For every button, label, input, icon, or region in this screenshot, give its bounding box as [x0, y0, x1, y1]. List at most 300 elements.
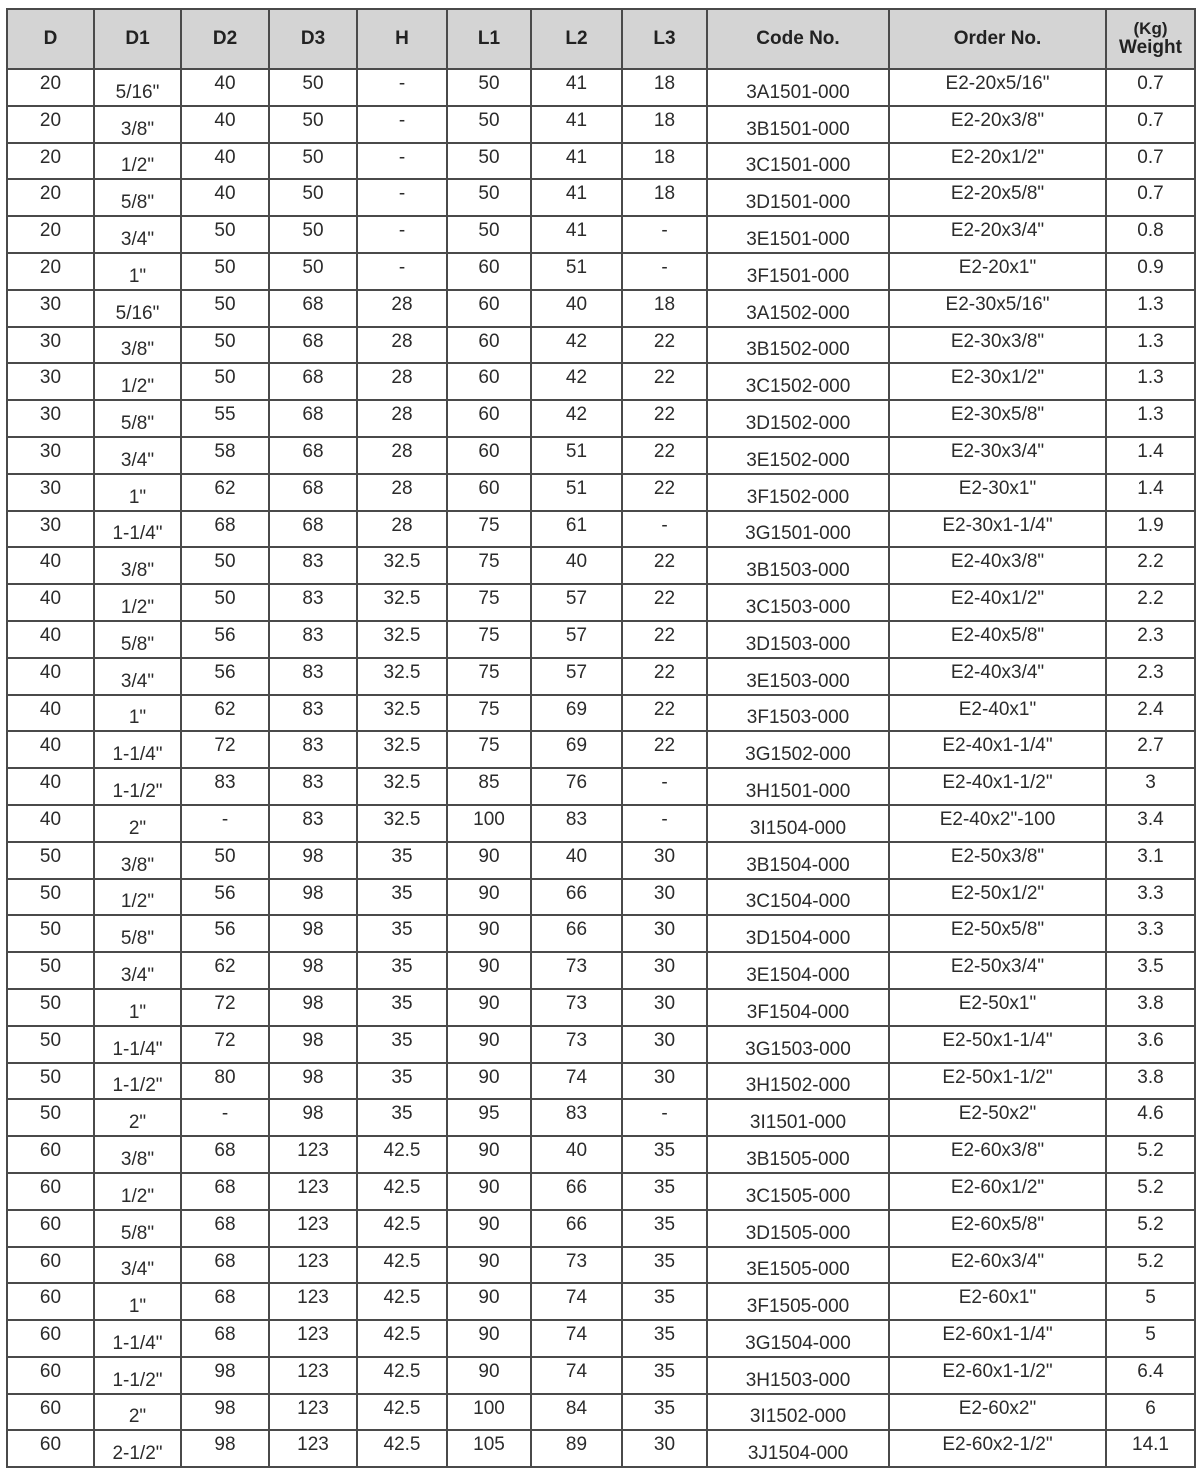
cell-d2: 56: [181, 658, 269, 695]
cell-l2: 83: [531, 805, 622, 842]
cell-l1: 90: [447, 1026, 531, 1063]
cell-d2: 83: [181, 768, 269, 805]
cell-d: 20: [7, 253, 94, 290]
cell-code-no: 3D1502-000: [707, 400, 889, 437]
cell-d3: 83: [269, 768, 357, 805]
cell-h: 32.5: [357, 695, 447, 732]
cell-code-no: 3B1502-000: [707, 327, 889, 364]
cell-d1: 5/8": [94, 179, 181, 216]
cell-d1: 1/2": [94, 1173, 181, 1210]
cell-d1: 1-1/4": [94, 1320, 181, 1357]
cell-d: 50: [7, 1099, 94, 1136]
cell-l3: 22: [622, 658, 707, 695]
cell-d2: -: [181, 1099, 269, 1136]
cell-d3: 50: [269, 253, 357, 290]
cell-d2: 68: [181, 1173, 269, 1210]
cell-h: 35: [357, 989, 447, 1026]
cell-h: -: [357, 69, 447, 106]
cell-l2: 73: [531, 1247, 622, 1284]
cell-d: 60: [7, 1283, 94, 1320]
cell-h: -: [357, 253, 447, 290]
weight-unit: (Kg): [1133, 19, 1168, 38]
cell-h: 35: [357, 879, 447, 916]
table-body: [7, 69, 1195, 1467]
table-row: [7, 1357, 1195, 1394]
cell-code-no: 3H1503-000: [707, 1357, 889, 1394]
cell-l2: 84: [531, 1394, 622, 1431]
cell-l2: 40: [531, 547, 622, 584]
cell-d2: 50: [181, 584, 269, 621]
cell-d3: 68: [269, 400, 357, 437]
cell-code-no: 3G1503-000: [707, 1026, 889, 1063]
table-row: [7, 658, 1195, 695]
cell-order-no: E2-40x1-1/2": [889, 768, 1106, 805]
cell-order-no: E2-50x1/2": [889, 879, 1106, 916]
cell-h: 28: [357, 327, 447, 364]
cell-order-no: E2-50x1-1/4": [889, 1026, 1106, 1063]
cell-order-no: E2-40x1-1/4": [889, 731, 1106, 768]
cell-order-no: E2-60x2-1/2": [889, 1430, 1106, 1467]
cell-l1: 90: [447, 989, 531, 1026]
cell-h: -: [357, 179, 447, 216]
cell-code-no: 3B1501-000: [707, 106, 889, 143]
cell-l1: 75: [447, 511, 531, 548]
cell-order-no: E2-30x5/16": [889, 290, 1106, 327]
cell-l1: 50: [447, 106, 531, 143]
cell-weight: 1.3: [1106, 363, 1195, 400]
table-row: [7, 253, 1195, 290]
cell-code-no: 3F1501-000: [707, 253, 889, 290]
cell-code-no: 3E1502-000: [707, 437, 889, 474]
cell-d: 60: [7, 1320, 94, 1357]
cell-d: 60: [7, 1394, 94, 1431]
cell-order-no: E2-40x1": [889, 695, 1106, 732]
cell-code-no: 3E1503-000: [707, 658, 889, 695]
cell-l2: 61: [531, 511, 622, 548]
cell-d1: 5/16": [94, 69, 181, 106]
cell-d: 30: [7, 474, 94, 511]
cell-l3: 22: [622, 695, 707, 732]
cell-d1: 2": [94, 1099, 181, 1136]
cell-code-no: 3F1504-000: [707, 989, 889, 1026]
cell-l1: 90: [447, 1210, 531, 1247]
cell-code-no: 3I1504-000: [707, 805, 889, 842]
cell-l3: 22: [622, 437, 707, 474]
cell-d3: 50: [269, 179, 357, 216]
cell-d2: 68: [181, 1320, 269, 1357]
cell-d: 50: [7, 989, 94, 1026]
cell-d: 40: [7, 658, 94, 695]
cell-d: 20: [7, 143, 94, 180]
cell-order-no: E2-20x3/4": [889, 216, 1106, 253]
cell-code-no: 3J1504-000: [707, 1430, 889, 1467]
cell-d: 30: [7, 437, 94, 474]
cell-d1: 3/4": [94, 1247, 181, 1284]
cell-d1: 1-1/2": [94, 768, 181, 805]
table-row: [7, 915, 1195, 952]
cell-d1: 3/4": [94, 952, 181, 989]
cell-l2: 69: [531, 695, 622, 732]
cell-l3: 30: [622, 915, 707, 952]
cell-code-no: 3B1503-000: [707, 547, 889, 584]
cell-l1: 75: [447, 547, 531, 584]
cell-d: 20: [7, 106, 94, 143]
cell-d: 30: [7, 400, 94, 437]
cell-weight: 6: [1106, 1394, 1195, 1431]
cell-d1: 5/8": [94, 915, 181, 952]
cell-l3: 30: [622, 1063, 707, 1100]
cell-code-no: 3G1501-000: [707, 511, 889, 548]
table-row: [7, 179, 1195, 216]
cell-h: 35: [357, 1063, 447, 1100]
cell-weight: 3.1: [1106, 842, 1195, 879]
cell-h: 42.5: [357, 1173, 447, 1210]
cell-l2: 51: [531, 474, 622, 511]
cell-l2: 83: [531, 1099, 622, 1136]
cell-order-no: E2-60x1": [889, 1283, 1106, 1320]
cell-l1: 60: [447, 290, 531, 327]
table-row: [7, 695, 1195, 732]
cell-weight: 2.2: [1106, 584, 1195, 621]
cell-l3: 18: [622, 290, 707, 327]
cell-d2: 68: [181, 1136, 269, 1173]
cell-l3: 30: [622, 1026, 707, 1063]
cell-d3: 68: [269, 363, 357, 400]
cell-d: 50: [7, 1026, 94, 1063]
header-d2: D2: [181, 9, 269, 69]
cell-order-no: E2-30x3/8": [889, 327, 1106, 364]
cell-h: 42.5: [357, 1430, 447, 1467]
cell-weight: 3.5: [1106, 952, 1195, 989]
cell-d3: 50: [269, 216, 357, 253]
cell-d2: 50: [181, 547, 269, 584]
cell-d2: 68: [181, 1247, 269, 1284]
cell-l3: 22: [622, 547, 707, 584]
cell-code-no: 3D1503-000: [707, 621, 889, 658]
cell-l2: 41: [531, 106, 622, 143]
cell-d3: 98: [269, 1063, 357, 1100]
cell-l1: 90: [447, 1063, 531, 1100]
cell-d2: 98: [181, 1430, 269, 1467]
cell-l1: 75: [447, 621, 531, 658]
cell-d1: 3/4": [94, 658, 181, 695]
cell-code-no: 3D1504-000: [707, 915, 889, 952]
cell-d: 60: [7, 1430, 94, 1467]
table-row: [7, 1026, 1195, 1063]
cell-weight: 14.1: [1106, 1430, 1195, 1467]
cell-d1: 1-1/4": [94, 731, 181, 768]
cell-d2: 50: [181, 216, 269, 253]
cell-h: 35: [357, 952, 447, 989]
table-row: [7, 474, 1195, 511]
table-row: [7, 879, 1195, 916]
cell-h: 42.5: [357, 1394, 447, 1431]
cell-d: 40: [7, 584, 94, 621]
cell-d1: 1/2": [94, 143, 181, 180]
cell-l1: 60: [447, 437, 531, 474]
cell-order-no: E2-60x3/4": [889, 1247, 1106, 1284]
cell-d2: 62: [181, 952, 269, 989]
cell-d3: 123: [269, 1320, 357, 1357]
cell-order-no: E2-60x1-1/4": [889, 1320, 1106, 1357]
cell-d2: 98: [181, 1357, 269, 1394]
cell-h: 28: [357, 363, 447, 400]
cell-l1: 90: [447, 1247, 531, 1284]
cell-d3: 50: [269, 106, 357, 143]
cell-d3: 123: [269, 1430, 357, 1467]
cell-l1: 60: [447, 363, 531, 400]
cell-d1: 1-1/2": [94, 1063, 181, 1100]
cell-l1: 100: [447, 805, 531, 842]
cell-d1: 5/8": [94, 621, 181, 658]
cell-d3: 98: [269, 879, 357, 916]
cell-d2: 40: [181, 106, 269, 143]
cell-l1: 60: [447, 400, 531, 437]
cell-l2: 41: [531, 216, 622, 253]
cell-order-no: E2-40x3/8": [889, 547, 1106, 584]
cell-d: 50: [7, 879, 94, 916]
cell-order-no: E2-50x3/4": [889, 952, 1106, 989]
cell-order-no: E2-60x5/8": [889, 1210, 1106, 1247]
cell-d2: 72: [181, 1026, 269, 1063]
cell-weight: 5.2: [1106, 1173, 1195, 1210]
cell-h: 35: [357, 915, 447, 952]
cell-d1: 5/8": [94, 1210, 181, 1247]
cell-d3: 68: [269, 511, 357, 548]
cell-l3: -: [622, 253, 707, 290]
table-row: [7, 143, 1195, 180]
cell-l3: 22: [622, 621, 707, 658]
cell-weight: 3.8: [1106, 989, 1195, 1026]
cell-d2: 50: [181, 327, 269, 364]
cell-code-no: 3A1502-000: [707, 290, 889, 327]
cell-d2: 56: [181, 879, 269, 916]
cell-d3: 98: [269, 989, 357, 1026]
cell-h: 42.5: [357, 1247, 447, 1284]
header-d3: D3: [269, 9, 357, 69]
cell-d3: 50: [269, 69, 357, 106]
cell-d3: 68: [269, 474, 357, 511]
cell-l3: 35: [622, 1247, 707, 1284]
cell-d: 40: [7, 621, 94, 658]
cell-d2: 72: [181, 731, 269, 768]
cell-l1: 50: [447, 143, 531, 180]
cell-d: 60: [7, 1357, 94, 1394]
cell-d1: 1": [94, 989, 181, 1026]
cell-d2: 55: [181, 400, 269, 437]
cell-l3: 22: [622, 584, 707, 621]
cell-d2: 62: [181, 695, 269, 732]
cell-l2: 57: [531, 621, 622, 658]
cell-d: 20: [7, 179, 94, 216]
cell-order-no: E2-60x1-1/2": [889, 1357, 1106, 1394]
cell-l2: 89: [531, 1430, 622, 1467]
cell-l1: 75: [447, 731, 531, 768]
cell-code-no: 3F1503-000: [707, 695, 889, 732]
table-row: [7, 1136, 1195, 1173]
cell-l1: 90: [447, 1136, 531, 1173]
cell-d: 30: [7, 290, 94, 327]
cell-l2: 66: [531, 1173, 622, 1210]
cell-l3: 35: [622, 1173, 707, 1210]
cell-l3: 22: [622, 327, 707, 364]
cell-d2: 56: [181, 915, 269, 952]
cell-l2: 51: [531, 253, 622, 290]
cell-d3: 123: [269, 1136, 357, 1173]
cell-weight: 2.7: [1106, 731, 1195, 768]
cell-l3: -: [622, 511, 707, 548]
table-row: [7, 952, 1195, 989]
cell-l2: 69: [531, 731, 622, 768]
cell-d1: 1-1/4": [94, 511, 181, 548]
cell-order-no: E2-30x5/8": [889, 400, 1106, 437]
table-row: [7, 805, 1195, 842]
cell-l3: 22: [622, 400, 707, 437]
cell-d3: 68: [269, 327, 357, 364]
cell-h: 42.5: [357, 1210, 447, 1247]
cell-l2: 42: [531, 363, 622, 400]
cell-weight: 5: [1106, 1283, 1195, 1320]
header-weight: [1106, 9, 1195, 69]
cell-weight: 2.3: [1106, 621, 1195, 658]
cell-l1: 90: [447, 952, 531, 989]
cell-l3: 22: [622, 731, 707, 768]
cell-l1: 50: [447, 216, 531, 253]
cell-d: 40: [7, 731, 94, 768]
cell-h: 42.5: [357, 1357, 447, 1394]
table-row: [7, 1063, 1195, 1100]
cell-d3: 123: [269, 1210, 357, 1247]
cell-l1: 85: [447, 768, 531, 805]
cell-d: 50: [7, 952, 94, 989]
cell-d: 30: [7, 327, 94, 364]
cell-l2: 74: [531, 1357, 622, 1394]
cell-d3: 83: [269, 805, 357, 842]
cell-code-no: 3D1501-000: [707, 179, 889, 216]
cell-d1: 1/2": [94, 879, 181, 916]
cell-h: 32.5: [357, 584, 447, 621]
cell-l2: 73: [531, 1026, 622, 1063]
cell-l3: 30: [622, 879, 707, 916]
cell-l3: 35: [622, 1357, 707, 1394]
cell-order-no: E2-60x3/8": [889, 1136, 1106, 1173]
cell-d: 60: [7, 1247, 94, 1284]
cell-l1: 75: [447, 584, 531, 621]
cell-d3: 98: [269, 842, 357, 879]
cell-h: 28: [357, 511, 447, 548]
header-d: D: [7, 9, 94, 69]
cell-l2: 41: [531, 143, 622, 180]
cell-l3: 30: [622, 989, 707, 1026]
cell-d2: 50: [181, 290, 269, 327]
cell-l1: 90: [447, 915, 531, 952]
cell-l2: 40: [531, 1136, 622, 1173]
header-l1: L1: [447, 9, 531, 69]
cell-order-no: E2-50x1": [889, 989, 1106, 1026]
cell-h: -: [357, 106, 447, 143]
cell-code-no: 3C1503-000: [707, 584, 889, 621]
cell-h: 35: [357, 842, 447, 879]
cell-h: 32.5: [357, 731, 447, 768]
cell-weight: 1.4: [1106, 437, 1195, 474]
table-row: [7, 731, 1195, 768]
cell-code-no: 3I1501-000: [707, 1099, 889, 1136]
cell-code-no: 3I1502-000: [707, 1394, 889, 1431]
cell-l3: 18: [622, 179, 707, 216]
cell-d2: 68: [181, 1283, 269, 1320]
cell-code-no: 3H1502-000: [707, 1063, 889, 1100]
table-row: [7, 511, 1195, 548]
cell-d1: 3/8": [94, 1136, 181, 1173]
cell-d3: 83: [269, 547, 357, 584]
cell-d1: 1/2": [94, 363, 181, 400]
cell-l2: 40: [531, 842, 622, 879]
cell-d2: 58: [181, 437, 269, 474]
table-row: [7, 69, 1195, 106]
header-row: [7, 9, 1195, 69]
cell-code-no: 3B1505-000: [707, 1136, 889, 1173]
table-row: [7, 989, 1195, 1026]
cell-d: 60: [7, 1173, 94, 1210]
cell-order-no: E2-60x1/2": [889, 1173, 1106, 1210]
cell-d2: 68: [181, 511, 269, 548]
cell-d1: 2": [94, 1394, 181, 1431]
cell-weight: 2.2: [1106, 547, 1195, 584]
table-row: [7, 842, 1195, 879]
cell-l3: 30: [622, 952, 707, 989]
cell-l1: 105: [447, 1430, 531, 1467]
cell-d1: 3/4": [94, 216, 181, 253]
table-row: [7, 363, 1195, 400]
cell-l3: -: [622, 768, 707, 805]
cell-h: 42.5: [357, 1320, 447, 1357]
cell-code-no: 3G1502-000: [707, 731, 889, 768]
cell-d2: 68: [181, 1210, 269, 1247]
cell-weight: 4.6: [1106, 1099, 1195, 1136]
cell-d: 20: [7, 216, 94, 253]
cell-l3: 18: [622, 143, 707, 180]
cell-order-no: E2-20x3/8": [889, 106, 1106, 143]
cell-code-no: 3E1505-000: [707, 1247, 889, 1284]
table-row: [7, 584, 1195, 621]
spec-table: [6, 8, 1196, 1468]
cell-l1: 90: [447, 1357, 531, 1394]
cell-code-no: 3A1501-000: [707, 69, 889, 106]
cell-d: 50: [7, 842, 94, 879]
cell-d1: 3/8": [94, 842, 181, 879]
cell-code-no: 3D1505-000: [707, 1210, 889, 1247]
cell-weight: 6.4: [1106, 1357, 1195, 1394]
cell-code-no: 3G1504-000: [707, 1320, 889, 1357]
cell-d: 40: [7, 547, 94, 584]
cell-h: -: [357, 143, 447, 180]
cell-d1: 1": [94, 695, 181, 732]
cell-l2: 73: [531, 952, 622, 989]
cell-d2: -: [181, 805, 269, 842]
cell-order-no: E2-30x3/4": [889, 437, 1106, 474]
cell-d: 30: [7, 363, 94, 400]
cell-order-no: E2-20x1/2": [889, 143, 1106, 180]
cell-order-no: E2-40x3/4": [889, 658, 1106, 695]
table-row: [7, 327, 1195, 364]
cell-d1: 3/4": [94, 437, 181, 474]
cell-d1: 1-1/2": [94, 1357, 181, 1394]
table-row: [7, 400, 1195, 437]
cell-l1: 90: [447, 1173, 531, 1210]
cell-h: 32.5: [357, 658, 447, 695]
cell-l2: 57: [531, 584, 622, 621]
cell-d: 60: [7, 1136, 94, 1173]
